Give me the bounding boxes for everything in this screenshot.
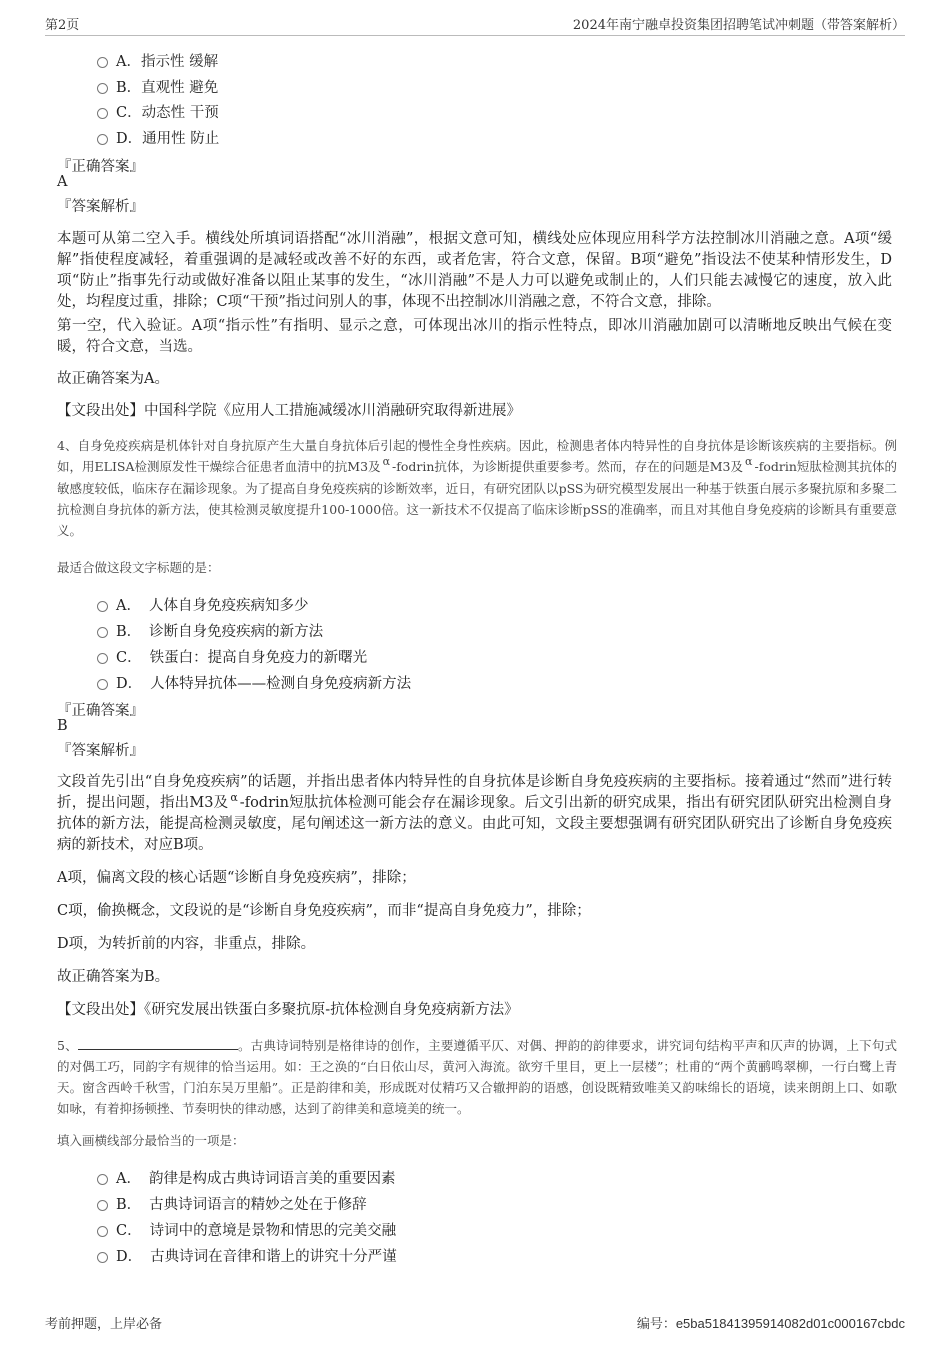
radio-icon[interactable]	[97, 134, 108, 145]
q4-answer: B	[57, 718, 68, 734]
q3-option-c[interactable]: C． 动态性 干预	[97, 101, 219, 122]
q5-option-d[interactable]: D． 古典诗词在音律和谐上的讲究十分严谨	[97, 1245, 397, 1266]
q3-answer-label: 『正确答案』	[57, 159, 144, 175]
q4-analysis-label: 『答案解析』	[57, 743, 144, 759]
q4-passage: 4、自身免疫疾病是机体针对自身抗原产生大量自身抗体后引起的慢性全身性疾病。因此，检测患者体内特异性的自身抗体是诊断该疾病的主要指标。例如，用ELISA检测原发性干燥综合征患者血清中的抗M3及 α -fodrin抗体，为诊断提供重要参考。然而，存在的问题是M3及 α -fodrin短肽检测其抗体的敏感度较低，临床存在漏诊现象。为了提高自身免疫疾病的诊断效率，近日，有研究团队以pSS为研究模型发展出一种基于铁蛋白展示多聚抗原和多聚二抗检测自身抗体的新方法，使其检测灵敏度提升100-1000倍。这一新技术不仅提高了临床诊断pSS的准确率，而且对其他自身免疫病的诊断具有重要意义。	[57, 438, 897, 538]
q4-question: 最适合做这段文字标题的是：	[57, 560, 220, 575]
radio-icon[interactable]	[97, 679, 108, 690]
q3-option-a[interactable]: A． 指示性 缓解	[97, 50, 218, 71]
alpha-symbol: α	[745, 455, 753, 468]
document-code: 编号：e5ba51841395914082d01c000167cbdc	[636, 1316, 905, 1332]
q4-analysis-4: D项，为转折前的内容，非重点，排除。	[57, 936, 316, 952]
q4-option-b[interactable]: B． 诊断自身免疫疾病的新方法	[97, 620, 323, 641]
page-number: 第2页	[45, 18, 80, 33]
q3-answer: A	[57, 174, 68, 190]
radio-icon[interactable]	[97, 83, 108, 94]
q3-option-b[interactable]: B． 直观性 避免	[97, 76, 218, 97]
footer-slogan: 考前押题，上岸必备	[45, 1317, 163, 1332]
q3-analysis-3: 故正确答案为A。	[57, 371, 169, 387]
radio-icon[interactable]	[97, 1226, 108, 1237]
q4-analysis-2: A项，偏离文段的核心话题“诊断自身免疫疾病”，排除；	[57, 870, 416, 886]
q4-analysis-3: C项，偷换概念，文段说的是“诊断自身免疫疾病”，而非“提高自身免疫力”，排除；	[57, 903, 591, 919]
q3-analysis-1: 本题可从第二空入手。横线处所填词语搭配“冰川消融”，根据文意可知，横线处应体现应用科学方法控制冰川消融之意。A项“缓解”指使程度减轻，着重强调的是减轻或改善不好的东西，或者危害，符合文意，保留。B项“避免”指设法不使某种情形发生，D项“防止”指事先行动或做好准备以阻止某事的发生，“冰川消融”不是人力可以避免或制止的，人们只能去减慢它的速度，放入此处，均程度过重，排除；C项“干预”指过问别人的事，体现不出控制冰川消融之意，不符合文意，排除。	[57, 231, 892, 310]
q5-passage: 5、 。古典诗词特别是格律诗的创作，主要遵循平仄、对偶、押韵的韵律要求，讲究词句结构平声和仄声的协调，上下句式的对偶工巧，同韵字有规律的恰当运用。如：王之涣的“白日依山尽，黄河入海流。欲穷千里目，更上一层楼”；杜甫的“两个黄鹂鸣翠柳，一行白鹭上青天。窗含西岭千秋雪，门泊东吴万里船”。正是韵律和美，形成既对仗精巧又合辙押韵的语感，创设既精致唯美又韵味绵长的语境，读来朗朗上口、如歌如咏，有着抑扬顿挫、节奏明快的律动感，达到了韵律美和意境美的统一。	[57, 1038, 897, 1116]
radio-icon[interactable]	[97, 1200, 108, 1211]
alpha-symbol: α	[382, 455, 390, 468]
radio-icon[interactable]	[97, 653, 108, 664]
q3-source: 【文段出处】中国科学院《应用人工措施减缓冰川消融研究取得新进展》	[57, 403, 521, 419]
fill-blank[interactable]	[78, 1037, 238, 1050]
header-divider	[45, 35, 905, 36]
q5-question: 填入画横线部分最恰当的一项是：	[57, 1133, 245, 1148]
q3-analysis-label: 『答案解析』	[57, 199, 144, 215]
q4-source: 【文段出处】《研究发展出铁蛋白多聚抗原-抗体检测自身免疫病新方法》	[57, 1002, 519, 1018]
radio-icon[interactable]	[97, 1174, 108, 1185]
q4-option-d[interactable]: D． 人体特异抗体——检测自身免疫病新方法	[97, 672, 411, 693]
radio-icon[interactable]	[97, 601, 108, 612]
q4-analysis-5: 故正确答案为B。	[57, 969, 170, 985]
radio-icon[interactable]	[97, 627, 108, 638]
q4-option-c[interactable]: C． 铁蛋白：提高自身免疫力的新曙光	[97, 646, 367, 667]
document-title: 2024年南宁融卓投资集团招聘笔试冲刺题（带答案解析）	[572, 18, 905, 33]
radio-icon[interactable]	[97, 108, 108, 119]
q5-option-b[interactable]: B． 古典诗词语言的精妙之处在于修辞	[97, 1193, 367, 1214]
alpha-symbol: α	[230, 791, 238, 804]
q4-answer-label: 『正确答案』	[57, 703, 144, 719]
radio-icon[interactable]	[97, 57, 108, 68]
q4-analysis-1: 文段首先引出“自身免疫疾病”的话题，并指出患者体内特异性的自身抗体是诊断自身免疫疾病的主要指标。接着通过“然而”进行转折，提出问题，指出M3及 $^\alpha$ -fodrin短肽抗体检测可能会存在漏诊现象。后文引出新的研究成果，指出有研究团队研究出检测自身抗体的新方法，能提高检测灵敏度，尾句阐述这一新方法的意义。由此可知，文段主要想强调有研究团队研究出了诊断自身免疫疾病的新技术，对应B项。	[57, 774, 892, 853]
q3-option-d[interactable]: D． 通用性 防止	[97, 127, 219, 148]
radio-icon[interactable]	[97, 1252, 108, 1263]
q4-option-a[interactable]: A． 人体自身免疫疾病知多少	[97, 594, 308, 615]
q5-option-c[interactable]: C． 诗词中的意境是景物和情思的完美交融	[97, 1219, 396, 1240]
q3-analysis-2: 第一空，代入验证。A项“指示性”有指明、显示之意，可体现出冰川的指示性特点，即冰川消融加剧可以清晰地反映出气候在变暖，符合文意，当选。	[57, 318, 892, 355]
q5-option-a[interactable]: A． 韵律是构成古典诗词语言美的重要因素	[97, 1167, 395, 1188]
